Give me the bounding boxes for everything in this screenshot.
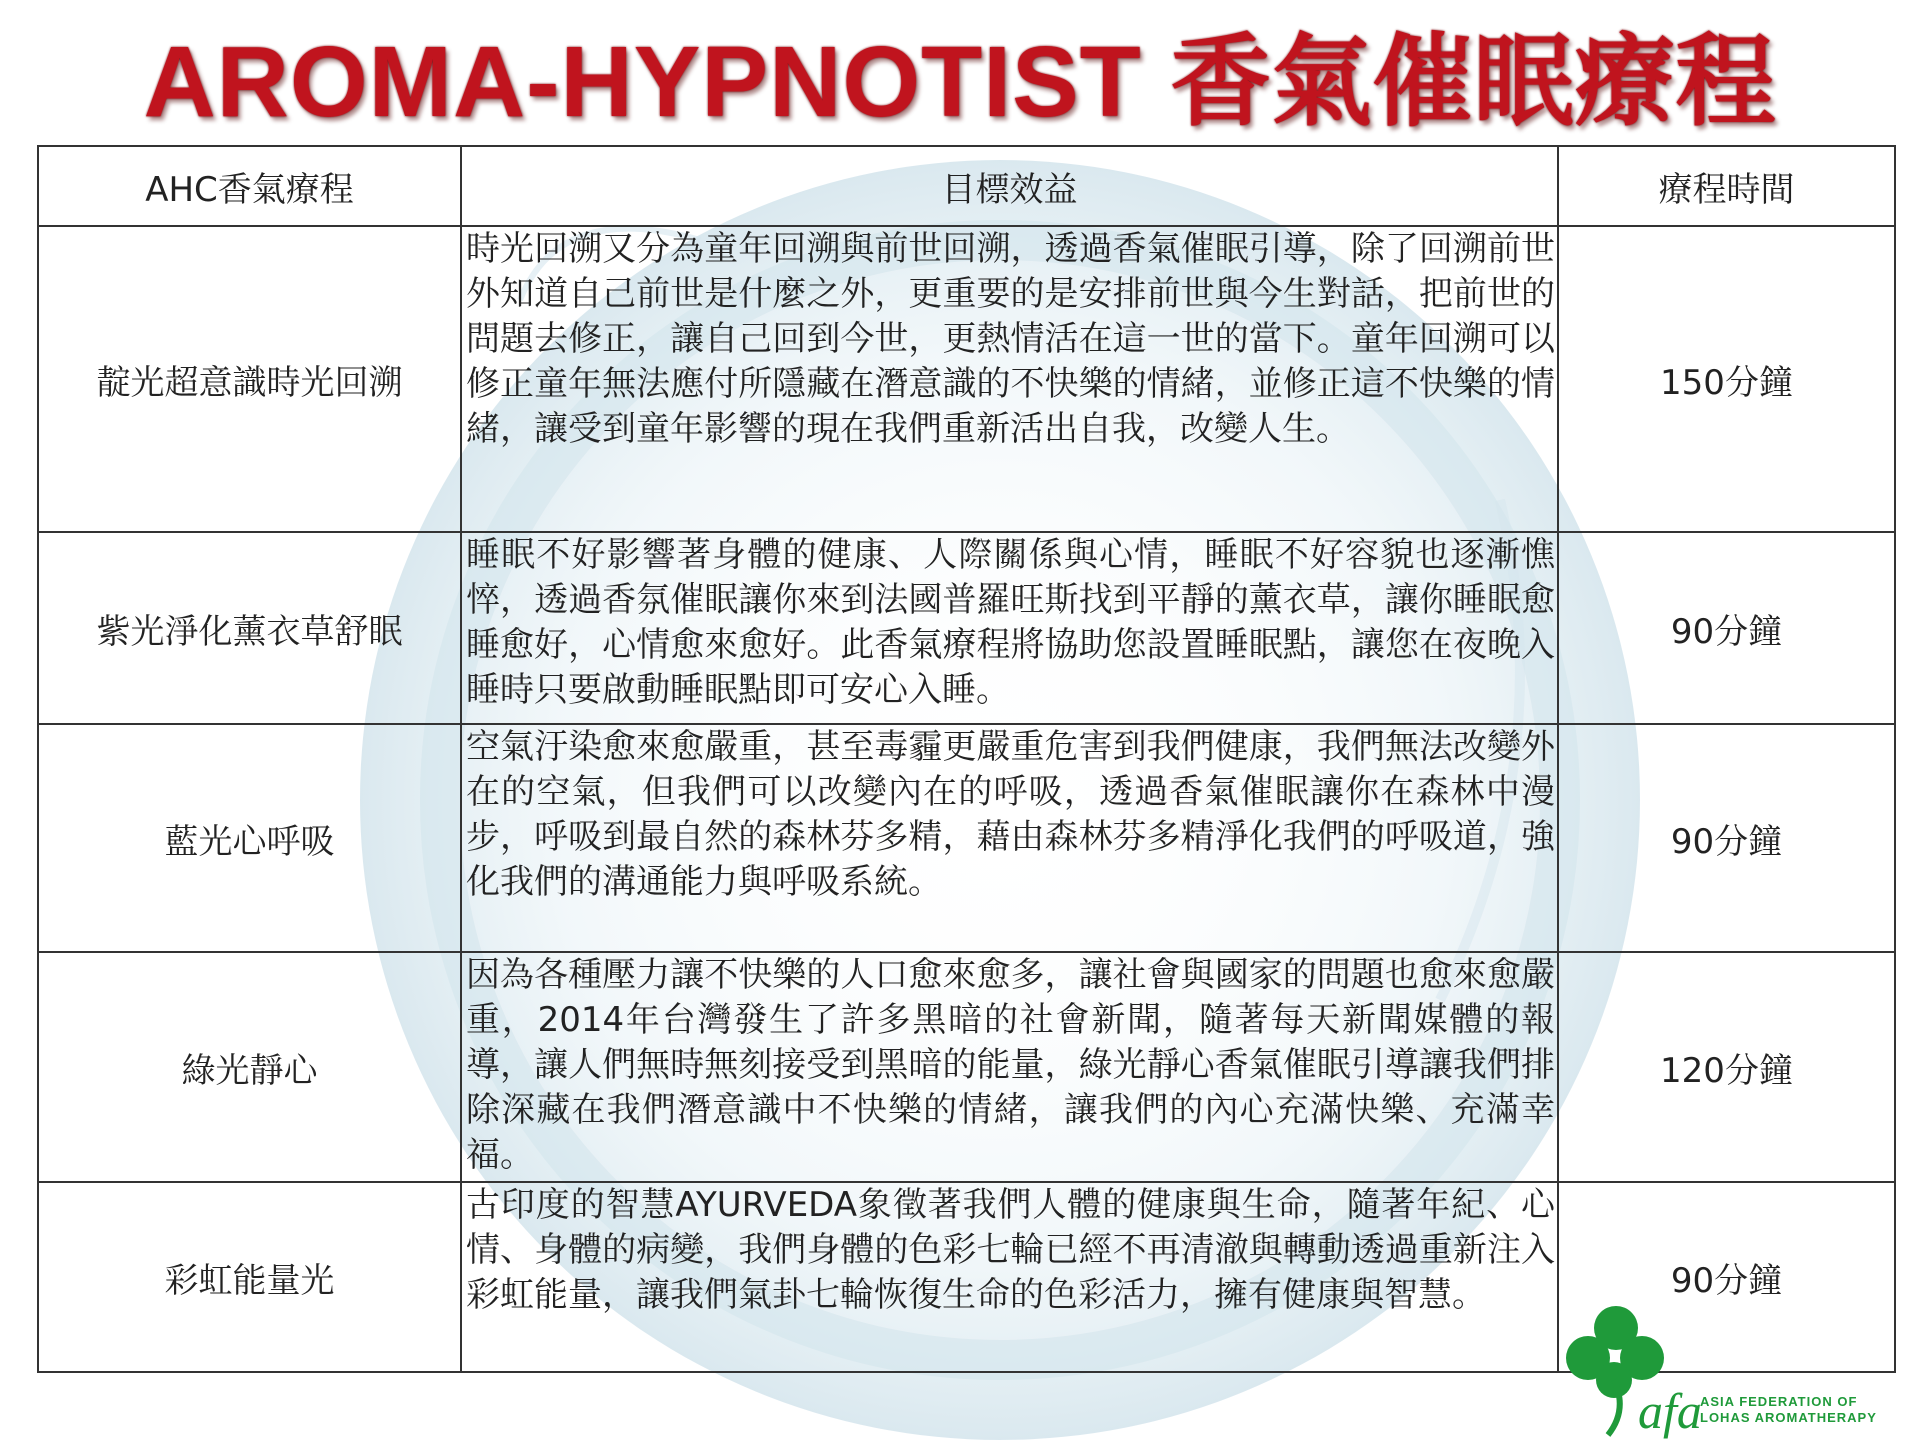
table-row [38,952,1895,1182]
table-row [38,724,1895,952]
therapy-description: 時光回溯又分為童年回溯與前世回溯，透過香氣催眠引導，除了回溯前世外知道自己前世是什麼之外，更重要的是安排前世與今生對話，把前世的問題去修正，讓自己回到今世，更熱情活在這一世的當下。童年回溯可以修正童年無法應付所隱藏在潛意識的不快樂的情緒，並修正這不快樂的情緒，讓受到童年影響的現在我們重新活出自我，改變人生。 [461,226,1558,532]
therapy-name: 彩虹能量光 [38,1182,461,1372]
therapy-table [37,145,1896,1373]
therapy-time: 150分鐘 [1558,226,1895,532]
therapy-time: 90分鐘 [1558,1182,1895,1372]
therapy-name: 紫光淨化薰衣草舒眠 [38,532,461,724]
therapy-time: 90分鐘 [1558,532,1895,724]
header-benefit: 目標效益 [461,146,1558,226]
table-header-row [38,146,1895,226]
therapy-name: 藍光心呼吸 [38,724,461,952]
therapy-time: 120分鐘 [1558,952,1895,1182]
afa-logo-line2: LOHAS AROMATHERAPY [1700,1410,1877,1425]
therapy-description: 睡眠不好影響著身體的健康、人際關係與心情，睡眠不好容貌也逐漸憔悴，透過香氛催眠讓你來到法國普羅旺斯找到平靜的薰衣草，讓你睡眠愈睡愈好，心情愈來愈好。此香氣療程將協助您設置睡眠點，讓您在夜晚入睡時只要啟動睡眠點即可安心入睡。 [461,532,1558,724]
therapy-time: 90分鐘 [1558,724,1895,952]
afa-logo-line1: ASIA FEDERATION OF [1700,1394,1858,1409]
afa-logo-text [1700,1394,1877,1426]
afa-logo-mark: afa [1638,1383,1702,1439]
therapy-description: 因為各種壓力讓不快樂的人口愈來愈多，讓社會與國家的問題也愈來愈嚴重，2014年台灣發生了許多黑暗的社會新聞，隨著每天新聞媒體的報導，讓人們無時無刻接受到黑暗的能量，綠光靜心香氣催眠引導讓我們排除深藏在我們潛意識中不快樂的情緒，讓我們的內心充滿快樂、充滿幸福。 [461,952,1558,1182]
table-row [38,532,1895,724]
header-therapy: AHC香氣療程 [38,146,461,226]
therapy-name: 靛光超意識時光回溯 [38,226,461,532]
therapy-description: 古印度的智慧AYURVEDA象徵著我們人體的健康與生命，隨著年紀、心情、身體的病變，我們身體的色彩七輪已經不再清澈與轉動透過重新注入彩虹能量，讓我們氣卦七輪恢復生命的色彩活力，擁有健康與智慧。 [461,1182,1558,1372]
table-row [38,226,1895,532]
therapy-name: 綠光靜心 [38,952,461,1182]
therapy-description: 空氣汙染愈來愈嚴重，甚至毒霾更嚴重危害到我們健康，我們無法改變外在的空氣，但我們可以改變內在的呼吸，透過香氣催眠讓你在森林中漫步，呼吸到最自然的森林芬多精，藉由森林芬多精淨化我們的呼吸道，強化我們的溝通能力與呼吸系統。 [461,724,1558,952]
header-duration: 療程時間 [1558,146,1895,226]
page-title: AROMA-HYPNOTIST 香氣催眠療程 [143,26,1777,138]
